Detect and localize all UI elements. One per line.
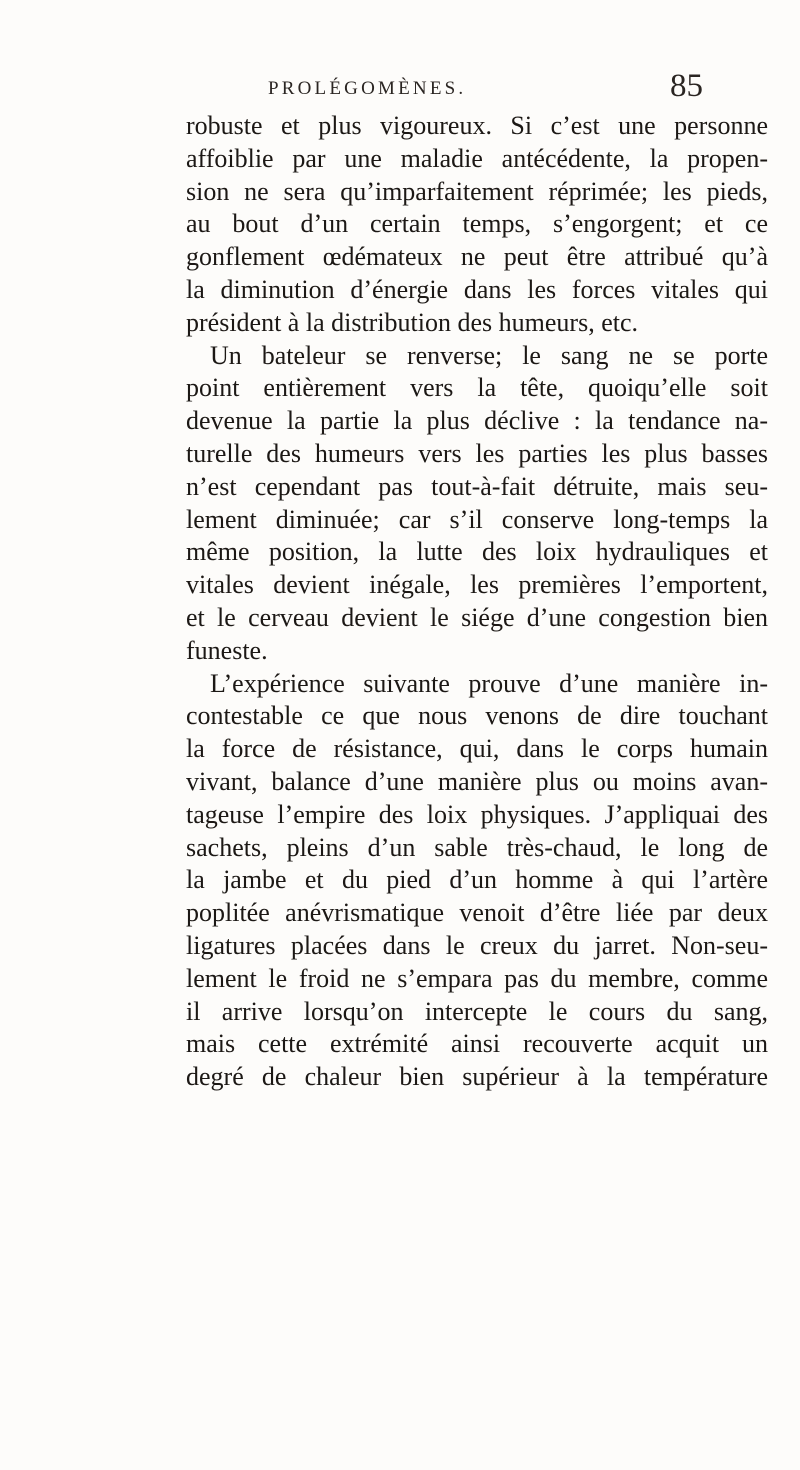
text-line: devenue la partie la plus déclive : la tendance na- [186,406,768,436]
text-line: lement le froid ne s’empara pas du membre, comme [186,963,768,993]
page-number: 85 [670,68,703,104]
text-line: ligatures placées dans le creux du jarret. Non-seu- [186,930,768,960]
text-line: turelle des humeurs vers les parties les plus basses [186,438,768,468]
text-line: gonflement œdémateux ne peut être attribué qu’à [186,242,768,272]
text-line: robuste et plus vigoureux. Si c’est une personne [186,111,768,140]
text-line: poplitée anévrismatique venoit d’être liée par deux [186,898,768,928]
page-header [0,66,800,106]
body-text [186,110,768,1094]
text-line: vivant, balance d’une manière plus ou moins avan- [186,766,768,796]
text-line: point entièrement vers la tête, quoiqu’elle soit [186,373,768,403]
text-line: vitales devient inégale, les premières l’emportent, [186,570,768,600]
text-line: et le cerveau devient le siége d’une congestion bien [186,602,768,632]
text-line: Un bateleur se renverse; le sang ne se porte [210,340,768,370]
text-line: n’est cependant pas tout-à-fait détruite, mais seu- [186,471,768,501]
text-line: sachets, pleins d’un sable très-chaud, le long de [186,832,768,862]
text-line: président à la distribution des humeurs, etc. [186,307,639,337]
text-line: la jambe et du pied d’un homme à qui l’artère [186,865,768,895]
text-line: tageuse l’empire des loix physiques. J’appliquai des [186,799,768,829]
text-line: affoiblie par une maladie antécédente, la propen- [186,143,768,173]
text-line: la diminution d’énergie dans les forces vitales qui [186,274,768,304]
text-line: contestable ce que nous venons de dire touchant [186,701,768,731]
text-line: même position, la lutte des loix hydrauliques et [186,537,768,567]
text-line: L’expérience suivante prouve d’une manière in- [210,668,768,698]
text-line: au bout d’un certain temps, s’engorgent; et ce [186,209,768,239]
text-line: degré de chaleur bien supérieur à la température [186,1062,768,1092]
text-line: lement diminuée; car s’il conserve long-temps la [186,504,768,534]
text-line: la force de résistance, qui, dans le corps humain [186,734,768,764]
text-line: mais cette extrémité ainsi recouverte acquit un [186,1029,768,1059]
text-line: il arrive lorsqu’on intercepte le cours du sang, [186,996,768,1026]
running-title: PROLÉGOMÈNES. [268,78,467,99]
text-line: funeste. [186,635,268,665]
text-line: sion ne sera qu’imparfaitement réprimée; les pieds, [186,176,768,206]
